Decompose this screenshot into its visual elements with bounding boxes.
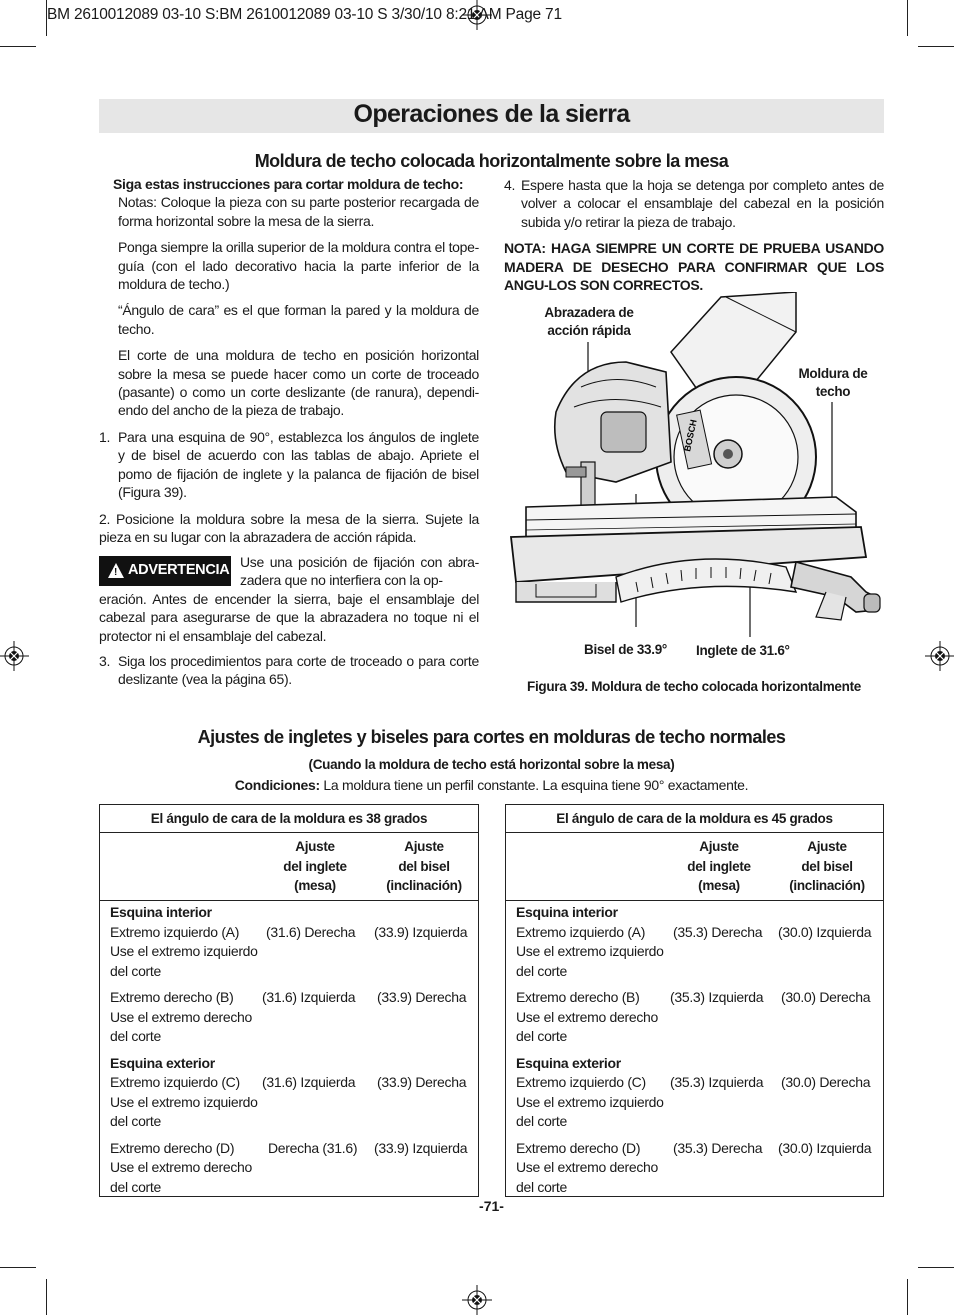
table-column-headers <box>100 833 478 901</box>
header-line: (mesa) <box>698 878 740 893</box>
table-row-note: Use el extremo derecho <box>110 1159 253 1175</box>
crop-mark <box>0 46 36 47</box>
title-bar <box>99 99 884 133</box>
crop-mark <box>907 1279 908 1315</box>
table-row-note: Use el extremo derecho <box>110 1008 253 1025</box>
registration-mark-icon <box>462 1285 492 1315</box>
header-line: (mesa) <box>294 878 336 893</box>
header-line: Ajuste <box>807 839 847 854</box>
step-number: 3. <box>99 653 111 669</box>
cell-bevel: (30.0) Izquierda <box>778 923 872 940</box>
cell-bevel: (33.9) Derecha <box>377 989 467 1005</box>
group-label: Esquina interior <box>110 904 212 920</box>
note-paragraph: Notas: Coloque la pieza con su parte posterior recargada de forma horizontal sobre la mesa de la sierra. <box>118 194 479 229</box>
settings-table-45 <box>505 804 884 1197</box>
group-label: Esquina interior <box>516 904 618 920</box>
cell-bevel: (30.0) Derecha <box>781 1074 871 1090</box>
table-body <box>516 903 879 1197</box>
table-row-note: Use el extremo derecho <box>516 1008 659 1025</box>
table-row-note: Use el extremo izquierdo <box>516 943 664 959</box>
warning-text-right: Use una posición de fijación con abra-zadera que no interfiera con la op- <box>240 554 479 589</box>
warning-badge <box>99 556 231 586</box>
table-row <box>110 923 474 943</box>
table-row-note: Use el extremo derecho <box>516 1159 659 1175</box>
table-row <box>516 1073 879 1093</box>
paragraph: “Ángulo de cara” es el que forman la pared y la moldura de techo. <box>118 302 479 337</box>
settings-table-38 <box>99 804 479 1197</box>
column-header-bevel <box>777 837 877 896</box>
header-line: del inglete <box>687 858 751 874</box>
step-text: Para una esquina de 90°, establezca los ángulos de inglete y de bisel de acuerdo con las tablas de abajo. Apriete el pomo de fijación de inglete y la palanca de fijación de bisel (Figura 39). <box>118 428 479 501</box>
crop-mark <box>907 0 908 36</box>
column-header-bevel <box>374 837 474 896</box>
conditions-label: Condiciones: <box>234 777 320 793</box>
label-line: Abrazadera de <box>544 305 634 320</box>
conditions-text: La moldura tiene un perfil constante. La esquina tiene 90° exactamente. <box>319 777 749 793</box>
column-header-miter <box>270 837 360 896</box>
cell-position: Extremo derecho (B) <box>516 989 640 1005</box>
registration-mark-icon <box>925 641 954 671</box>
step-number: 4. <box>504 177 516 193</box>
step-3 <box>99 652 479 689</box>
crop-mark <box>918 1267 954 1268</box>
cell-position: Extremo izquierdo (C) <box>516 1074 646 1090</box>
figure-caption: Figura 39. Moldura de techo colocada horizontalmente <box>527 679 861 694</box>
header-line: del bisel <box>801 858 853 874</box>
table-row <box>110 988 474 1008</box>
cell-miter: (35.3) Izquierda <box>670 1074 764 1090</box>
header-line: (inclinación) <box>386 878 462 893</box>
conditions-line <box>99 777 884 793</box>
table-row-note: del corte <box>110 1113 161 1129</box>
cell-miter: (35.3) Derecha <box>673 923 763 940</box>
cell-miter: (31.6) Izquierda <box>262 989 356 1005</box>
cell-miter: (35.3) Izquierda <box>670 989 764 1005</box>
header-line: Ajuste <box>699 839 739 854</box>
note-text: NOTA: HAGA SIEMPRE UN CORTE DE PRUEBA USANDO MADERA DE DESECHO PARA CONFIRMAR QUE LOS ANGU-LOS SON CORRECTOS. <box>504 240 884 294</box>
registration-mark-icon <box>0 641 29 671</box>
table-row <box>110 1073 474 1093</box>
cell-miter: (31.6) Derecha <box>266 923 356 940</box>
cell-miter: Derecha (31.6) <box>268 1139 358 1156</box>
group-label: Esquina exterior <box>110 1054 215 1071</box>
table-row-note: Use el extremo izquierdo <box>516 1093 664 1110</box>
cell-bevel: (33.9) Derecha <box>377 1074 467 1090</box>
cell-miter: (31.6) Izquierda <box>262 1074 356 1090</box>
step-2: 2. Posicione la moldura sobre la mesa de la sierra. Sujete la pieza en su lugar con la abrazadera de acción rápida. <box>99 510 479 545</box>
header-line: del bisel <box>398 858 450 874</box>
table-row-note: del corte <box>110 962 161 979</box>
cell-miter: (35.3) Derecha <box>673 1139 763 1156</box>
step-1 <box>99 428 479 502</box>
table-body <box>110 903 474 1197</box>
step-text: Espere hasta que la hoja se detenga por completo antes de volver a colocar el ensamblaje del cabezal en la posición subida y/o retirar la pieza de trabajo. <box>521 177 884 230</box>
section-heading: Ajustes de ingletes y biseles para cortes en molduras de techo normales <box>197 727 786 747</box>
page-title: Operaciones de la sierra <box>353 100 630 128</box>
cell-bevel: (30.0) Izquierda <box>778 1139 872 1156</box>
warning-label: ADVERTENCIA <box>128 562 230 578</box>
cell-position: Extremo izquierdo (C) <box>110 1074 240 1090</box>
table-row <box>110 1139 474 1159</box>
section-heading: Moldura de techo colocada horizontalmente sobre la mesa <box>254 151 729 171</box>
label-line: Moldura de <box>798 366 868 381</box>
table-row-note: del corte <box>516 1028 567 1044</box>
step-number: 1. <box>99 428 111 445</box>
section-subheading: (Cuando la moldura de techo está horizontal sobre la mesa) <box>308 757 675 772</box>
paragraph: Ponga siempre la orilla superior de la moldura contra el tope-guía (con el lado decorativo hacia la parte inferior de la moldura de techo.) <box>118 239 479 293</box>
table-row <box>516 988 879 1008</box>
table-row-note: del corte <box>516 1113 567 1129</box>
header-line: del inglete <box>283 858 347 874</box>
step-text: Siga los procedimientos para corte de troceado o para corte deslizante (vea la página 65). <box>118 653 479 688</box>
left-column <box>99 175 479 546</box>
header-line: Ajuste <box>295 839 335 854</box>
table-row-note: Use el extremo izquierdo <box>110 1093 258 1110</box>
cell-position: Extremo izquierdo (A) <box>110 923 240 940</box>
cell-position: Extremo derecho (B) <box>110 989 234 1005</box>
cell-position: Extremo derecho (D) <box>516 1139 641 1156</box>
column-header-miter <box>674 837 764 896</box>
intro-text: Siga estas instrucciones para cortar moldura de techo: <box>113 176 464 192</box>
crop-mark <box>918 46 954 47</box>
group-label: Esquina exterior <box>516 1054 621 1071</box>
exclamation-icon: ! <box>114 567 118 578</box>
table-title: El ángulo de cara de la moldura es 38 grados <box>100 805 478 833</box>
label-line: acción rápida <box>547 323 631 338</box>
label-line: techo <box>815 384 851 399</box>
table-column-headers <box>506 833 883 901</box>
table-row-note: del corte <box>110 1028 161 1044</box>
cell-bevel: (30.0) Derecha <box>781 989 871 1005</box>
header-line: (inclinación) <box>789 878 865 893</box>
figure-label-bevel: Bisel de 33.9° <box>584 642 667 657</box>
table-title: El ángulo de cara de la moldura es 45 grados <box>506 805 883 833</box>
brand-text: BOSCH <box>682 418 699 453</box>
warning-text-rest: eración. Antes de encender la sierra, baje el ensamblaje del cabezal para asegurarse de que la abrazadera no toque ni el protector ni el ensamblaje del cabezal. <box>99 591 479 644</box>
cell-position: Extremo derecho (D) <box>110 1139 235 1156</box>
table-row <box>516 923 879 943</box>
miter-saw-illustration <box>496 292 884 642</box>
table-row <box>516 1139 879 1159</box>
right-column <box>504 176 884 294</box>
table-row-note: del corte <box>516 962 567 979</box>
crop-mark <box>0 1267 36 1268</box>
print-slug: BM 2610012089 03-10 S:BM 2610012089 03-10 S 3/30/10 8:21 AM Page 71 <box>47 6 562 23</box>
page-number: -71- <box>479 1198 504 1214</box>
figure-label-miter: Inglete de 31.6° <box>696 643 790 658</box>
table-row-note: del corte <box>516 1178 567 1195</box>
table-row-note: Use el extremo izquierdo <box>110 943 258 959</box>
header-line: Ajuste <box>404 839 444 854</box>
table-row-note: del corte <box>110 1178 161 1195</box>
cell-position: Extremo izquierdo (A) <box>516 923 646 940</box>
step-4 <box>504 176 884 231</box>
crop-mark <box>46 1279 47 1315</box>
cell-bevel: (33.9) Izquierda <box>374 923 468 940</box>
cell-bevel: (33.9) Izquierda <box>374 1139 468 1156</box>
paragraph: El corte de una moldura de techo en posición horizontal sobre la mesa se puede hacer como un corte de troceado (pasante) o como un corte deslizante (de ranura), dependi-endo del ancho de la pieza de trabajo. <box>118 347 479 419</box>
